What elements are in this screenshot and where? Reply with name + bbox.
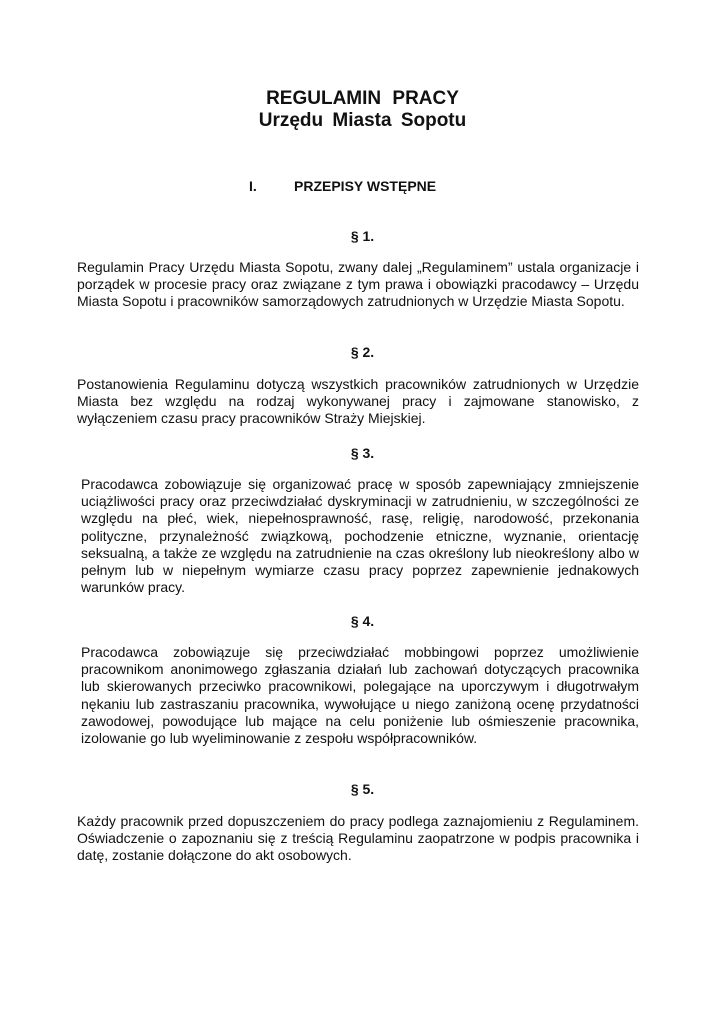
document-title: REGULAMIN PRACY	[266, 88, 459, 109]
section-4-text: Pracodawca zobowiązuje się przeciwdziałać mobbingowi poprzez umożliwienie pracownikom anonimowego zgłaszania działań lub zachowań dotyczących pracownika lub skierowanych przeciwko pracownikowi, polegające na uporczywym i długotrwałym nękaniu lub zastraszaniu pracownika, wywołujące u niego zaniżoną ocenę przydatności zawodowej, powodujące lub mające na celu poniżenie lub ośmieszenie pracownika, izolowanie go lub wyeliminowanie z zespołu współpracowników.	[81, 644, 639, 747]
section-2-label: § 2.	[350, 344, 375, 360]
section-5-text: Każdy pracownik przed dopuszczeniem do pracy podlega zaznajomieniu z Regulaminem. Oświadczenie o zapoznaniu się z treścią Regulaminu zaopatrzone w podpis pracownika i datę, zostanie dołączone do akt osobowych.	[77, 813, 639, 864]
chapter-name: PRZEPISY WSTĘPNE	[294, 178, 437, 194]
document-subtitle: Urzędu Miasta Sopotu	[258, 110, 467, 131]
section-5-label: § 5.	[350, 781, 375, 797]
section-1-label: § 1.	[350, 228, 375, 244]
section-4-label: § 4.	[350, 613, 375, 629]
section-1-text: Regulamin Pracy Urzędu Miasta Sopotu, zwany dalej „Regulaminem” ustala organizacje i porządek w procesie pracy oraz związane z tym prawa i obowiązki pracodawcy – Urzędu Miasta Sopotu i pracowników samorządowych zatrudnionych w Urzędzie Miasta Sopotu.	[77, 259, 639, 310]
section-2-text: Postanowienia Regulaminu dotyczą wszystkich pracowników zatrudnionych w Urzędzie Miasta bez względu na rodzaj wykonywanej pracy i zajmowane stanowisko, z wyłączeniem czasu pracy pracowników Straży Miejskiej.	[77, 376, 639, 427]
section-3-label: § 3.	[350, 445, 375, 461]
chapter-number: I.	[249, 178, 257, 194]
section-3-text: Pracodawca zobowiązuje się organizować pracę w sposób zapewniający zmniejszenie uciążliwości pracy oraz przeciwdziałać dyskryminacji w zatrudnieniu, w szczególności ze względu na płeć, wiek, niepełnosprawność, rasę, religię, narodowość, przekonania polityczne, przynależność związkową, pochodzenie etniczne, wyznanie, orientację seksualną, a także ze względu na zatrudnienie na czas określony lub nieokreślony albo w pełnym lub w niepełnym wymiarze czasu pracy poprzez zapewnienie jednakowych warunków pracy.	[81, 476, 639, 596]
